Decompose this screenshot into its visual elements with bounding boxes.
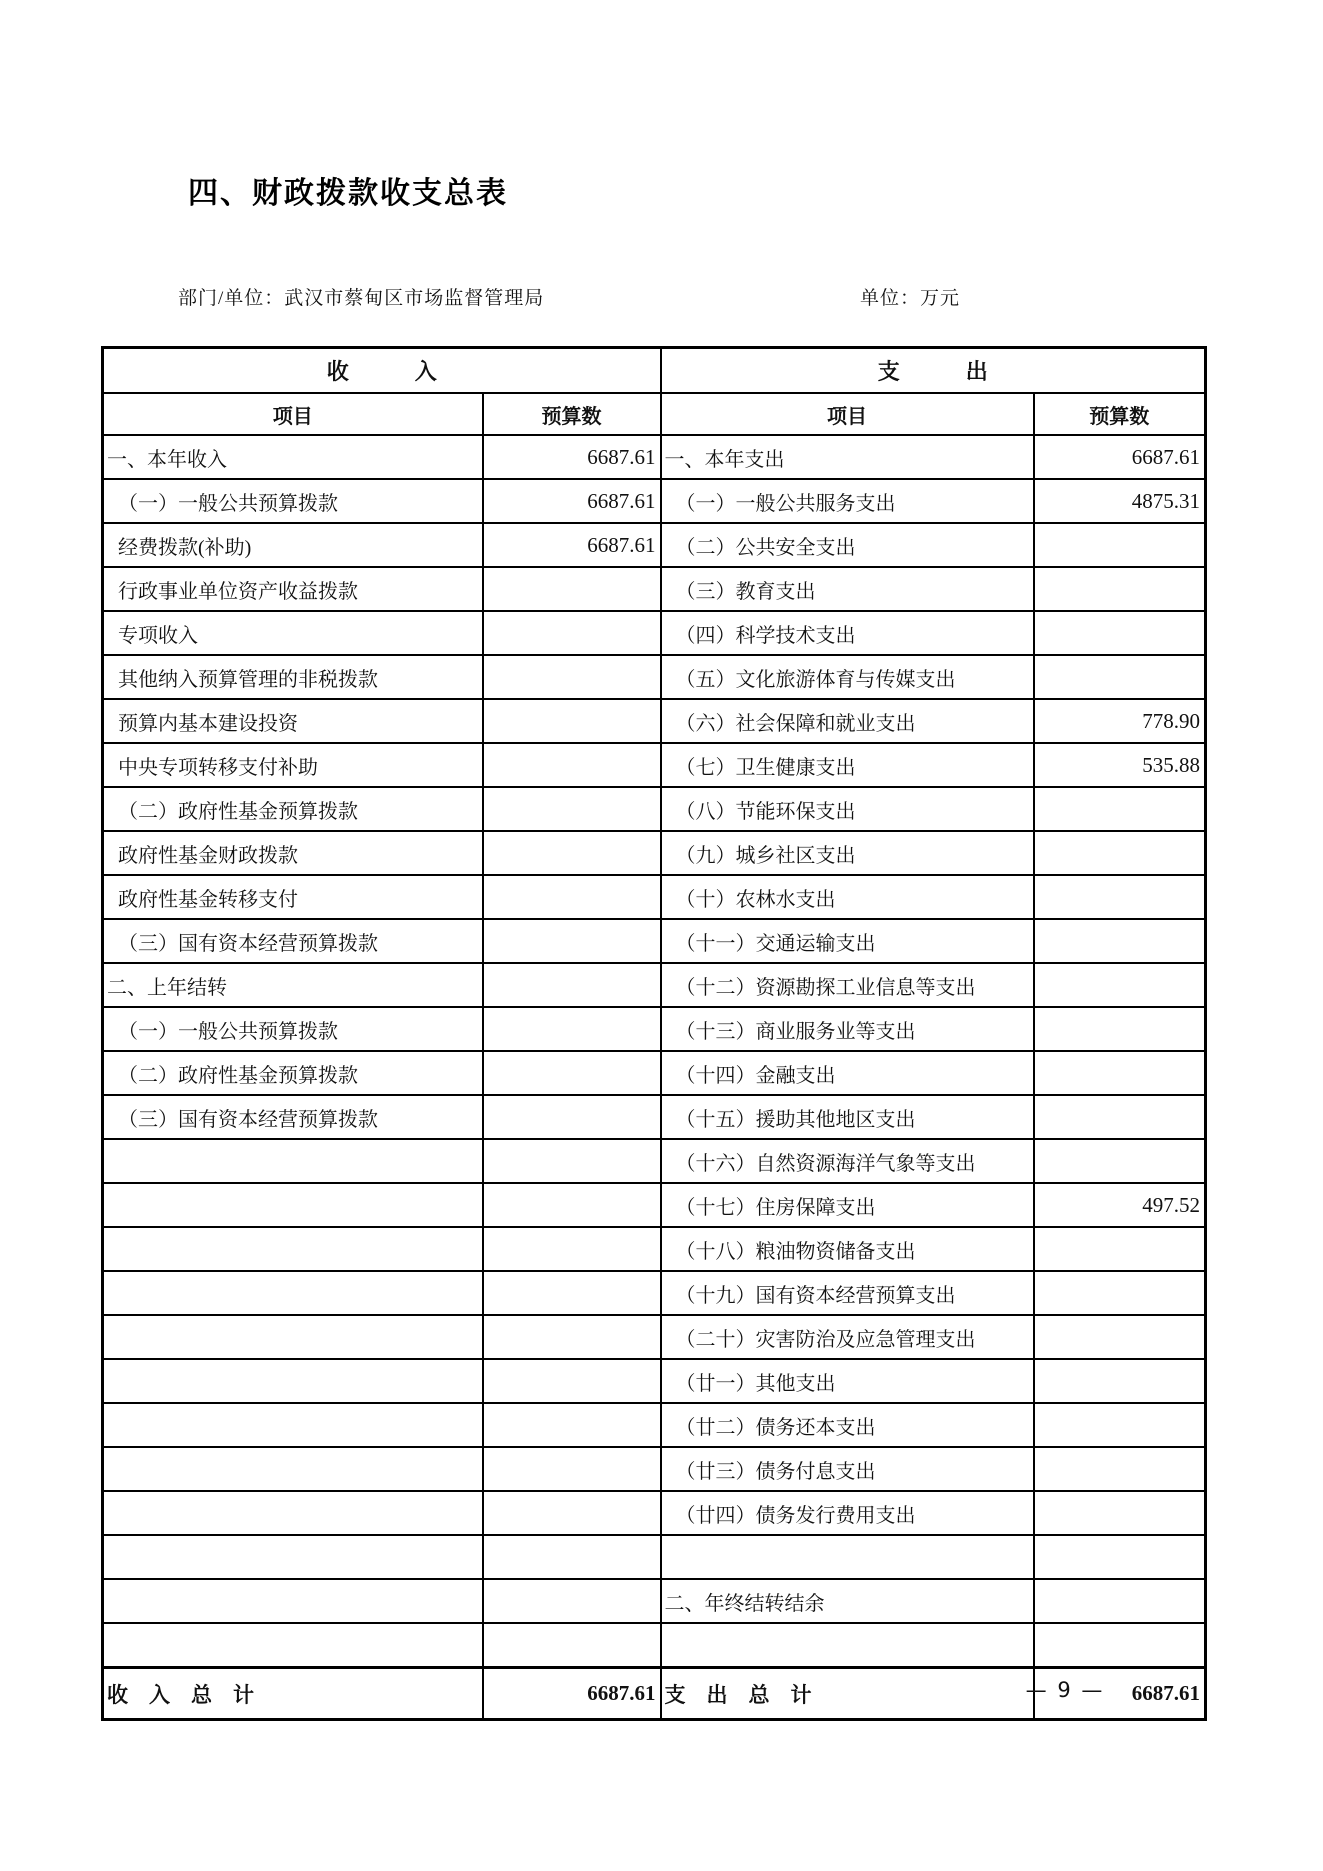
revenue-item-cell: [103, 1491, 483, 1535]
revenue-item-cell: 政府性基金转移支付: [103, 875, 483, 919]
expenditure-item-cell: （十九）国有资本经营预算支出: [661, 1271, 1034, 1315]
revenue-value-cell: [483, 1051, 661, 1095]
expenditure-budget-header: 预算数: [1034, 393, 1206, 435]
revenue-value-cell: [483, 831, 661, 875]
expenditure-item-cell: （十五）援助其他地区支出: [661, 1095, 1034, 1139]
page-title: 四、财政拨款收支总表: [188, 177, 508, 210]
revenue-item-cell: [103, 1535, 483, 1579]
expenditure-item-cell: （十一）交通运输支出: [661, 919, 1034, 963]
expenditure-value-cell: [1034, 1007, 1206, 1051]
revenue-value-cell: [483, 919, 661, 963]
page-number: — 9 —: [1025, 1678, 1105, 1702]
revenue-budget-header: 预算数: [483, 393, 661, 435]
table-row: [103, 743, 1206, 787]
table-meta-line: [178, 283, 1178, 310]
revenue-value-cell: [483, 1491, 661, 1535]
expenditure-value-cell: [1034, 1359, 1206, 1403]
expenditure-item-cell: （二十）灾害防治及应急管理支出: [661, 1315, 1034, 1359]
column-header-row: [103, 393, 1206, 435]
expenditure-value-cell: [1034, 567, 1206, 611]
revenue-value-cell: 6687.61: [483, 523, 661, 567]
revenue-value-cell: [483, 1007, 661, 1051]
revenue-item-cell: （三）国有资本经营预算拨款: [103, 919, 483, 963]
expenditure-item-cell: （十六）自然资源海洋气象等支出: [661, 1139, 1034, 1183]
revenue-value-cell: [483, 1623, 661, 1668]
revenue-value-cell: [483, 1535, 661, 1579]
expenditure-value-cell: [1034, 831, 1206, 875]
table-row: [103, 1095, 1206, 1139]
revenue-value-cell: [483, 1359, 661, 1403]
expenditure-value-cell: [1034, 1139, 1206, 1183]
expenditure-value-cell: [1034, 787, 1206, 831]
expenditure-item-cell: （六）社会保障和就业支出: [661, 699, 1034, 743]
expenditure-item-cell: 二、年终结转结余: [661, 1579, 1034, 1623]
revenue-value-cell: [483, 1095, 661, 1139]
revenue-item-cell: [103, 1359, 483, 1403]
revenue-value-cell: [483, 655, 661, 699]
revenue-value-cell: [483, 567, 661, 611]
revenue-value-cell: [483, 743, 661, 787]
unit-label: 单位：万元: [860, 288, 961, 309]
revenue-value-cell: [483, 787, 661, 831]
table-row: [103, 1183, 1206, 1227]
expenditure-value-cell: [1034, 1271, 1206, 1315]
revenue-item-cell: （一）一般公共预算拨款: [103, 479, 483, 523]
expenditure-item-cell: （十二）资源勘探工业信息等支出: [661, 963, 1034, 1007]
revenue-value-cell: [483, 1579, 661, 1623]
table-row: [103, 1403, 1206, 1447]
expenditure-item-cell: [661, 1623, 1034, 1668]
expenditure-value-cell: [1034, 919, 1206, 963]
revenue-item-cell: 一、本年收入: [103, 435, 483, 479]
table-row: [103, 1315, 1206, 1359]
revenue-item-cell: [103, 1139, 483, 1183]
expenditure-value-cell: [1034, 1447, 1206, 1491]
table-row: [103, 479, 1206, 523]
revenue-item-cell: [103, 1183, 483, 1227]
table-row: [103, 1139, 1206, 1183]
revenue-value-cell: [483, 1183, 661, 1227]
revenue-item-cell: [103, 1403, 483, 1447]
revenue-item-cell: （一）一般公共预算拨款: [103, 1007, 483, 1051]
section-header-row: [103, 348, 1206, 394]
table-row: [103, 523, 1206, 567]
revenue-item-cell: 政府性基金财政拨款: [103, 831, 483, 875]
expenditure-total-label: 支 出 总 计: [661, 1668, 1034, 1720]
department-unit-label: 部门/单位：武汉市蔡甸区市场监督管理局: [178, 288, 545, 309]
revenue-item-cell: 二、上年结转: [103, 963, 483, 1007]
revenue-item-cell: 预算内基本建设投资: [103, 699, 483, 743]
expenditure-item-cell: （一）一般公共服务支出: [661, 479, 1034, 523]
revenue-value-cell: [483, 1139, 661, 1183]
revenue-item-cell: [103, 1315, 483, 1359]
budget-table: [101, 346, 1207, 1721]
expenditure-section-header: 支 出: [661, 348, 1206, 394]
table-row: [103, 1007, 1206, 1051]
revenue-section-header: 收 入: [103, 348, 661, 394]
table-row: [103, 1491, 1206, 1535]
expenditure-value-cell: [1034, 523, 1206, 567]
revenue-item-cell: 经费拨款(补助): [103, 523, 483, 567]
revenue-value-cell: [483, 963, 661, 1007]
table-row: [103, 831, 1206, 875]
revenue-value-cell: [483, 1403, 661, 1447]
revenue-item-cell: （二）政府性基金预算拨款: [103, 787, 483, 831]
expenditure-item-cell: （廿三）债务付息支出: [661, 1447, 1034, 1491]
table-row: [103, 699, 1206, 743]
revenue-value-cell: [483, 611, 661, 655]
table-row: [103, 919, 1206, 963]
table-row: [103, 1271, 1206, 1315]
expenditure-value-cell: [1034, 611, 1206, 655]
revenue-item-cell: [103, 1271, 483, 1315]
expenditure-item-cell: 一、本年支出: [661, 435, 1034, 479]
table-row: [103, 567, 1206, 611]
expenditure-value-cell: [1034, 655, 1206, 699]
expenditure-item-cell: （五）文化旅游体育与传媒支出: [661, 655, 1034, 699]
expenditure-value-cell: 497.52: [1034, 1183, 1206, 1227]
revenue-item-cell: [103, 1447, 483, 1491]
expenditure-item-cell: （十三）商业服务业等支出: [661, 1007, 1034, 1051]
expenditure-value-cell: [1034, 875, 1206, 919]
expenditure-value-cell: 535.88: [1034, 743, 1206, 787]
expenditure-value-cell: [1034, 1535, 1206, 1579]
revenue-total-value: 6687.61: [483, 1668, 661, 1720]
expenditure-item-cell: （十八）粮油物资储备支出: [661, 1227, 1034, 1271]
revenue-item-cell: 其他纳入预算管理的非税拨款: [103, 655, 483, 699]
revenue-item-cell: [103, 1623, 483, 1668]
expenditure-value-cell: [1034, 1095, 1206, 1139]
revenue-item-cell: 行政事业单位资产收益拨款: [103, 567, 483, 611]
expenditure-value-cell: [1034, 1623, 1206, 1668]
expenditure-value-cell: [1034, 1403, 1206, 1447]
expenditure-total-value: 6687.61: [1034, 1668, 1206, 1720]
expenditure-item-cell: （十四）金融支出: [661, 1051, 1034, 1095]
expenditure-value-cell: [1034, 1579, 1206, 1623]
table-row: [103, 1535, 1206, 1579]
table-row: [103, 1447, 1206, 1491]
revenue-value-cell: 6687.61: [483, 435, 661, 479]
revenue-item-cell: 中央专项转移支付补助: [103, 743, 483, 787]
revenue-value-cell: [483, 1447, 661, 1491]
expenditure-item-cell: （十七）住房保障支出: [661, 1183, 1034, 1227]
revenue-item-cell: （三）国有资本经营预算拨款: [103, 1095, 483, 1139]
expenditure-item-cell: （三）教育支出: [661, 567, 1034, 611]
expenditure-value-cell: [1034, 1227, 1206, 1271]
table-row: [103, 1579, 1206, 1623]
expenditure-value-cell: [1034, 1491, 1206, 1535]
expenditure-value-cell: [1034, 1051, 1206, 1095]
table-row: [103, 435, 1206, 479]
expenditure-item-cell: （四）科学技术支出: [661, 611, 1034, 655]
table-row: [103, 1051, 1206, 1095]
table-row: [103, 1623, 1206, 1668]
expenditure-value-cell: 6687.61: [1034, 435, 1206, 479]
expenditure-item-cell: （九）城乡社区支出: [661, 831, 1034, 875]
expenditure-value-cell: 778.90: [1034, 699, 1206, 743]
revenue-item-header: 项目: [103, 393, 483, 435]
table-row: [103, 963, 1206, 1007]
expenditure-value-cell: 4875.31: [1034, 479, 1206, 523]
table-row: [103, 787, 1206, 831]
table-row: [103, 875, 1206, 919]
revenue-item-cell: 专项收入: [103, 611, 483, 655]
expenditure-item-header: 项目: [661, 393, 1034, 435]
expenditure-item-cell: （十）农林水支出: [661, 875, 1034, 919]
revenue-item-cell: [103, 1227, 483, 1271]
expenditure-item-cell: [661, 1535, 1034, 1579]
expenditure-item-cell: （七）卫生健康支出: [661, 743, 1034, 787]
table-body: [103, 435, 1206, 1668]
expenditure-value-cell: [1034, 1315, 1206, 1359]
expenditure-item-cell: （廿四）债务发行费用支出: [661, 1491, 1034, 1535]
table-row: [103, 1227, 1206, 1271]
revenue-item-cell: （二）政府性基金预算拨款: [103, 1051, 483, 1095]
revenue-value-cell: [483, 1315, 661, 1359]
revenue-value-cell: 6687.61: [483, 479, 661, 523]
revenue-total-label: 收 入 总 计: [103, 1668, 483, 1720]
expenditure-item-cell: （廿二）债务还本支出: [661, 1403, 1034, 1447]
expenditure-item-cell: （二）公共安全支出: [661, 523, 1034, 567]
revenue-value-cell: [483, 1227, 661, 1271]
expenditure-item-cell: （八）节能环保支出: [661, 787, 1034, 831]
expenditure-item-cell: （廿一）其他支出: [661, 1359, 1034, 1403]
table-row: [103, 1359, 1206, 1403]
revenue-item-cell: [103, 1579, 483, 1623]
table-row: [103, 611, 1206, 655]
revenue-value-cell: [483, 875, 661, 919]
revenue-value-cell: [483, 1271, 661, 1315]
table-row: [103, 655, 1206, 699]
revenue-value-cell: [483, 699, 661, 743]
expenditure-value-cell: [1034, 963, 1206, 1007]
